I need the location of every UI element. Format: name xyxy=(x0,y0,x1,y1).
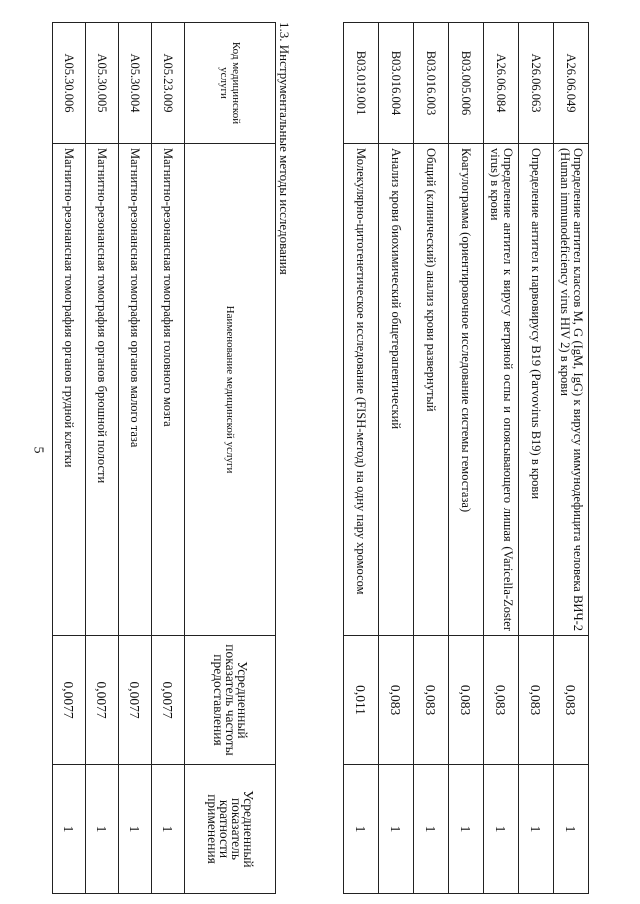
header-code: Код медицинской услуги xyxy=(185,23,276,144)
table-row xyxy=(379,23,414,894)
header-name: Наименование медицинской услуги xyxy=(185,144,276,636)
service-code: A26.06.063 xyxy=(519,23,554,144)
service-name: Магнитно-резонансная томография органов брюшной полости xyxy=(86,144,119,636)
service-name: Анализ крови биохимический общетерапевтический xyxy=(379,144,414,636)
frequency-value: 0,0077 xyxy=(119,636,152,765)
table-header-row xyxy=(185,23,276,894)
service-name: Определение антител к вирусу ветряной оспы и опоясывающего лишая (Varicella-Zoster virus) в крови xyxy=(484,144,519,636)
table-row xyxy=(519,23,554,894)
multiplicity-value: 1 xyxy=(554,765,589,894)
service-name: Общий (клинический) анализ крови развернутый xyxy=(414,144,449,636)
service-code: A05.23.009 xyxy=(152,23,185,144)
table-row xyxy=(53,23,86,894)
frequency-value: 0,0077 xyxy=(53,636,86,765)
frequency-value: 0,083 xyxy=(519,636,554,765)
service-name: Определение антител к парвовирусу В19 (Parvovirus B19) в крови xyxy=(519,144,554,636)
frequency-value: 0,083 xyxy=(379,636,414,765)
table-row xyxy=(344,23,379,894)
rotated-sheet xyxy=(61,22,595,894)
table-row xyxy=(554,23,589,894)
service-code: A05.30.006 xyxy=(53,23,86,144)
multiplicity-value: 1 xyxy=(519,765,554,894)
service-code: A05.30.005 xyxy=(86,23,119,144)
services-table-bottom xyxy=(52,22,276,894)
multiplicity-value: 1 xyxy=(53,765,86,894)
multiplicity-value: 1 xyxy=(449,765,484,894)
service-name: Молекулярно-цитогенетическое исследование (FISH-метод) на одну пару хромосом xyxy=(344,144,379,636)
frequency-value: 0,011 xyxy=(344,636,379,765)
table-row xyxy=(152,23,185,894)
table-row xyxy=(119,23,152,894)
service-code: B03.016.004 xyxy=(379,23,414,144)
frequency-value: 0,0077 xyxy=(86,636,119,765)
multiplicity-value: 1 xyxy=(152,765,185,894)
table-row xyxy=(484,23,519,894)
page-number: 5 xyxy=(30,446,46,454)
header-multiplicity: Усредненный показатель кратности применения xyxy=(185,765,276,894)
multiplicity-value: 1 xyxy=(484,765,519,894)
frequency-value: 0,083 xyxy=(484,636,519,765)
multiplicity-value: 1 xyxy=(86,765,119,894)
service-name: Коагулограмма (ориентировочное исследование системы гемостаза) xyxy=(449,144,484,636)
service-code: B03.005.006 xyxy=(449,23,484,144)
multiplicity-value: 1 xyxy=(379,765,414,894)
frequency-value: 0,0077 xyxy=(152,636,185,765)
frequency-value: 0,083 xyxy=(414,636,449,765)
table-row xyxy=(414,23,449,894)
service-code: A05.30.004 xyxy=(119,23,152,144)
multiplicity-value: 1 xyxy=(344,765,379,894)
multiplicity-value: 1 xyxy=(119,765,152,894)
multiplicity-value: 1 xyxy=(414,765,449,894)
section-title: 1.3. Инструментальные методы исследования xyxy=(277,22,292,275)
header-frequency: Усредненный показатель частоты предоставления xyxy=(185,636,276,765)
service-name: Определение антител классов M, G (IgM, IgG) к вирусу иммунодефицита человека ВИЧ-2 (Human immunodeficiency virus HIV 2) в крови xyxy=(554,144,589,636)
services-table-top xyxy=(343,22,589,894)
service-name: Магнитно-резонансная томография органов малого таза xyxy=(119,144,152,636)
service-name: Магнитно-резонансная томография головного мозга xyxy=(152,144,185,636)
table-row xyxy=(449,23,484,894)
service-name: Магнитно-резонансная томография органов грудной клетки xyxy=(53,144,86,636)
table-row xyxy=(86,23,119,894)
service-code: A26.06.049 xyxy=(554,23,589,144)
frequency-value: 0,083 xyxy=(554,636,589,765)
service-code: B03.019.001 xyxy=(344,23,379,144)
frequency-value: 0,083 xyxy=(449,636,484,765)
service-code: B03.016.003 xyxy=(414,23,449,144)
service-code: A26.06.084 xyxy=(484,23,519,144)
